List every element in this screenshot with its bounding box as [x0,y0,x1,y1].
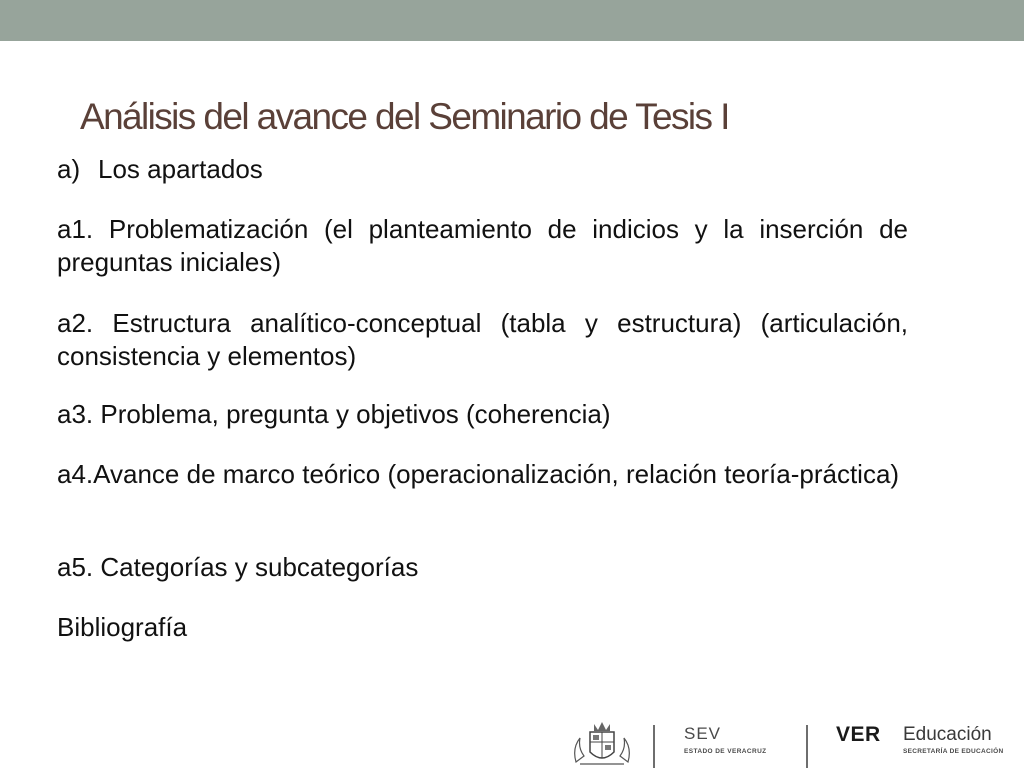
item-a1: a1. Problematización (el planteamiento de indicios y la inserción de preguntas iniciales) [57,214,908,277]
footer-logos [560,712,1024,768]
footer-divider [806,725,808,768]
ver-logo-text: VER [836,723,881,746]
item-a2: a2. Estructura analítico-conceptual (tabla y estructura) (articulación, consistencia y elementos) [57,308,908,371]
educacion-subtitle: SECRETARÍA DE EDUCACIÓN [903,748,1004,755]
veracruz-seal-icon [570,718,634,768]
sev-logo-text: SEV [684,724,722,743]
item-a [57,153,908,186]
item-a-text: Los apartados [98,154,263,184]
footer-divider [653,725,655,768]
item-a5: a5. Categorías y subcategorías [57,552,419,582]
item-a-marker: a) [57,154,81,184]
item-a4: a4.Avance de marco teórico (operacionalización, relación teoría-práctica) [57,459,900,489]
educacion-logo-text: Educación [903,724,992,745]
top-accent-bar [0,0,1024,41]
item-bibliografia: Bibliografía [57,612,188,642]
sev-subtitle: ESTADO DE VERACRUZ [684,748,767,755]
slide-title: Análisis del avance del Seminario de Tesis I [80,96,729,137]
item-a3: a3. Problema, pregunta y objetivos (coherencia) [57,399,611,429]
